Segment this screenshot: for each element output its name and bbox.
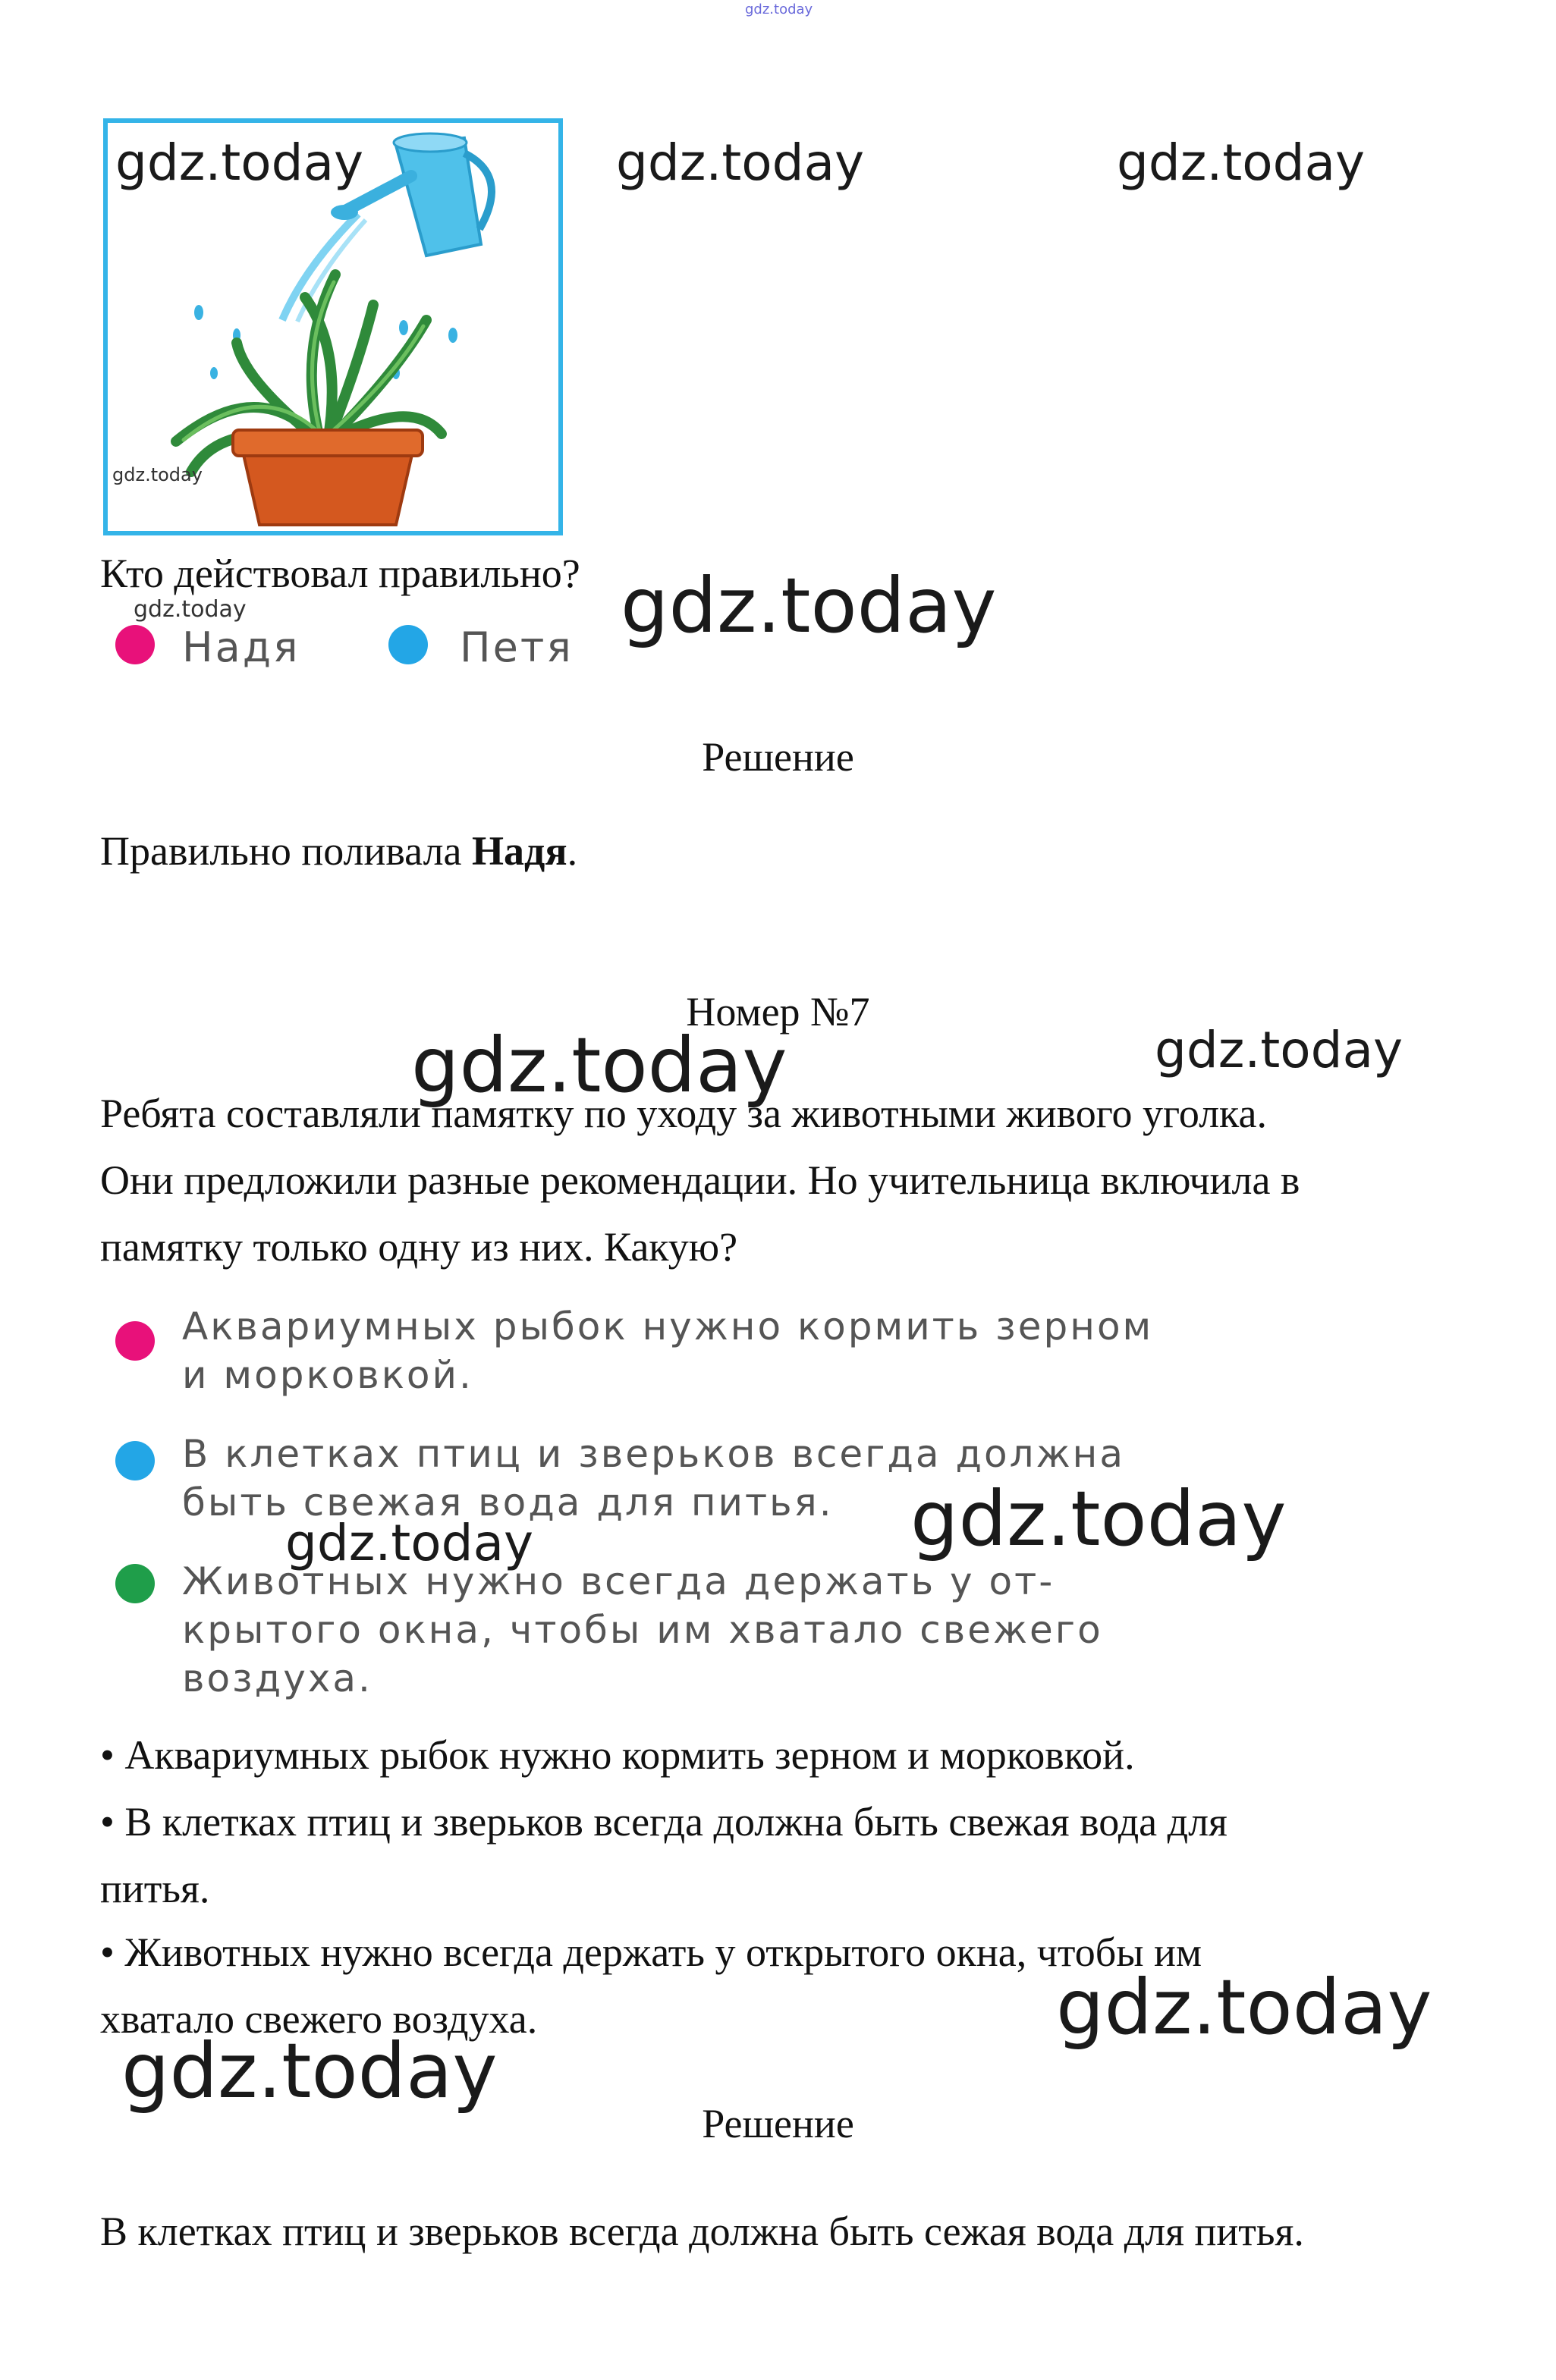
option-label: Петя: [460, 623, 574, 671]
task7-intro-line: памятку только одну из них. Какую?: [100, 1224, 738, 1270]
book-option-line: Животных нужно всегда держать у от-: [182, 1559, 1055, 1603]
watermark: gdz.today: [411, 1021, 787, 1110]
bullet-line: • Аквариумных рыбок нужно кормить зерном и морковкой.: [100, 1732, 1135, 1778]
watermark: gdz.today: [910, 1474, 1287, 1563]
task6-answer: [100, 818, 577, 884]
watermark-small: gdz.today: [134, 596, 247, 623]
flower-pot-icon: [233, 430, 423, 525]
book-option-line: воздуха.: [182, 1656, 372, 1700]
watermark: gdz.today: [1155, 1021, 1404, 1079]
task7-intro-line: Они предложили разные рекомендации. Но учительница включила в: [100, 1157, 1300, 1203]
watermark: gdz.today: [1117, 133, 1366, 192]
answer-bold: Надя: [472, 828, 567, 874]
watermark: gdz.today: [121, 2027, 498, 2115]
option-label: Надя: [182, 623, 300, 671]
option-dot-blue: [115, 1441, 155, 1480]
bullet-line: • Животных нужно всегда держать у открытого окна, чтобы им: [100, 1929, 1202, 1975]
option-dot-pink: [115, 1321, 155, 1361]
book-option-line: и морковкой.: [182, 1353, 473, 1397]
watermark: gdz.today: [285, 1514, 534, 1572]
book-option-line: быть свежая вода для питья.: [182, 1480, 834, 1524]
watermark: gdz.today: [621, 561, 997, 650]
watermark: gdz.today: [115, 133, 364, 192]
bullet-line: хватало свежего воздуха.: [100, 1996, 538, 2042]
book-option-line: крытого окна, чтобы им хватало свежего: [182, 1608, 1103, 1652]
watermark: gdz.today: [1056, 1963, 1432, 2052]
task6-question: Кто действовал правильно?: [100, 551, 580, 596]
book-option-line: В клетках птиц и зверьков всегда должна: [182, 1432, 1125, 1476]
book-option-line: Аквариумных рыбок нужно кормить зерном: [182, 1305, 1154, 1349]
solution-heading: Решение: [702, 734, 854, 780]
task7-answer: В клетках птиц и зверьков всегда должна быть сежая вода для питья.: [100, 2209, 1304, 2254]
option-dot-blue: [388, 625, 428, 664]
task7-intro-line: Ребята составляли памятку по уходу за животными живого уголка.: [100, 1091, 1267, 1136]
watermark-top: gdz.today: [745, 2, 813, 17]
option-dot-green: [115, 1564, 155, 1603]
watermark: gdz.today: [616, 133, 865, 192]
bullet-line: питья.: [100, 1866, 210, 1911]
answer-text: Правильно поливала: [100, 828, 473, 874]
watermark-image-small: gdz.today: [112, 464, 203, 485]
option-dot-pink: [115, 625, 155, 664]
solution-heading: Решение: [702, 2101, 854, 2146]
answer-suffix: .: [567, 828, 578, 874]
bullet-line: • В клетках птиц и зверьков всегда должна быть свежая вода для: [100, 1799, 1228, 1845]
task7-heading: Номер №7: [686, 989, 870, 1035]
